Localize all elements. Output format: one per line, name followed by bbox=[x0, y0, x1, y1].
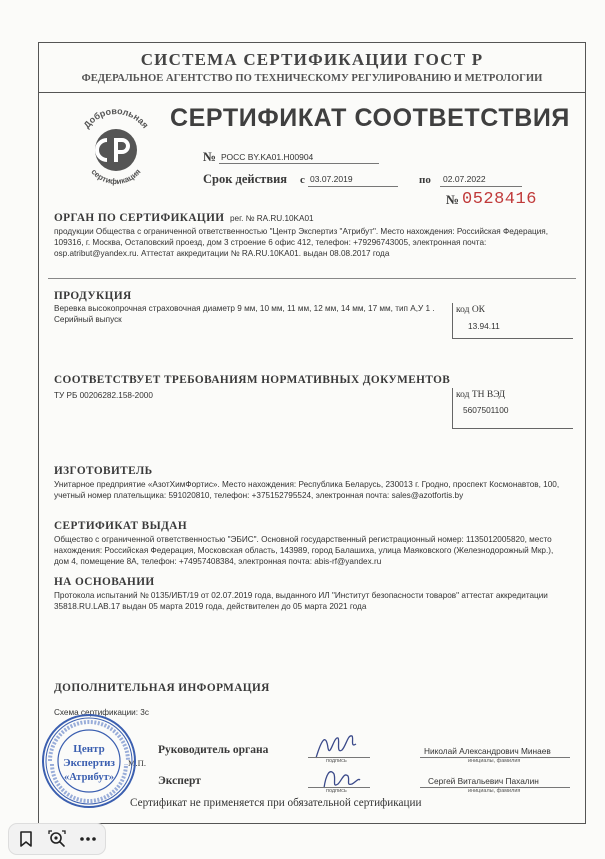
to-underline bbox=[440, 186, 522, 187]
logo-bottom-text: сертификация bbox=[89, 167, 143, 186]
agency-header: ФЕДЕРАЛЬНОЕ АГЕНТСТВО ПО ТЕХНИЧЕСКОМУ РЕГУЛИРОВАНИЮ И МЕТРОЛОГИИ bbox=[81, 73, 543, 84]
validity-to-date: 02.07.2022 bbox=[443, 174, 486, 184]
certificate-number: РОСС BY.KA01.H00904 bbox=[221, 152, 314, 162]
more-icon bbox=[79, 836, 97, 842]
head-sign-caption: подпись bbox=[326, 758, 347, 764]
manufacturer-text: Унитарное предприятие «АзотХимФортис». Место нахождения: Республика Беларусь, 230013 г. Гродно, проспект Космонавтов, 100, учетный номер плательщика: 591020810, телефон: +375152795524, электронная почта: sales@azotfortis.by bbox=[54, 480, 560, 501]
manufacturer-heading: ИЗГОТОВИТЕЛЬ bbox=[54, 465, 153, 477]
expert-sign-caption: подпись bbox=[326, 788, 347, 794]
basis-heading: НА ОСНОВАНИИ bbox=[54, 576, 155, 588]
logo-top-text: Добровольная bbox=[81, 108, 151, 131]
product-code: 13.94.11 bbox=[468, 321, 500, 331]
validity-label: Срок действия bbox=[203, 172, 288, 186]
serial-number: 0528416 bbox=[462, 190, 537, 209]
validity-from-date: 03.07.2019 bbox=[310, 174, 353, 184]
bookmark-button[interactable] bbox=[11, 824, 41, 854]
product-code-label: код ОК bbox=[456, 305, 486, 315]
serial-label: № bbox=[446, 192, 460, 207]
stamp-line-3: «Атрибут» bbox=[64, 772, 114, 783]
bookmark-icon bbox=[19, 831, 33, 847]
expert-name-caption: инициалы, фамилия bbox=[468, 788, 521, 794]
footer-note: Сертификат не применяется при обязательной сертификации bbox=[130, 797, 422, 809]
extra-heading: ДОПОЛНИТЕЛЬНАЯ ИНФОРМАЦИЯ bbox=[54, 682, 270, 694]
conformity-code-label: код ТН ВЭД bbox=[456, 390, 506, 400]
stamp-line-2: Экспертиз bbox=[63, 757, 115, 769]
product-heading: ПРОДУКЦИЯ bbox=[54, 290, 132, 302]
issued-heading: СЕРТИФИКАТ ВЫДАН bbox=[54, 520, 188, 532]
conformity-code: 5607501100 bbox=[463, 405, 509, 415]
lens-icon bbox=[48, 830, 66, 848]
head-label: Руководитель органа bbox=[158, 744, 269, 756]
issued-text: Общество с ограниченной ответственностью "ЭБИС". Основной государственный регистрационный номер: 1135012005820, место нахождения: Российская Федерация, Московская область, 143989, город Балашиха, улица Маяковского (Железнодорожный Мкр.), дом 4, помещение 8А, телефон: +74957408384, электронная почта: abis-rf@yandex.ru bbox=[54, 535, 554, 567]
validity-from-label: с bbox=[300, 174, 305, 186]
gost-r-logo bbox=[74, 108, 158, 186]
svg-text:Добровольная bbox=[82, 108, 151, 130]
organ-text: продукции Общества с ограниченной ответственностью "Центр Экспертиз "Атрибут". Место нахождения: Российская Федерация, 109316, г. Москва, Остаповский проезд, дом 3 строение 6 офис 412, телефон: +79296743005, электронная почта: osp.atribut@yandex.ru. Аттестат аккредитации № RA.RU.10KA01. выдан 08.08.2017 года bbox=[54, 227, 549, 259]
head-name-caption: инициалы, фамилия bbox=[468, 758, 521, 764]
organ-divider bbox=[48, 278, 576, 279]
conformity-text: ТУ РБ 00206282.158-2000 bbox=[54, 391, 153, 400]
expert-label: Эксперт bbox=[158, 775, 201, 787]
product-text: Веревка высокопрочная страховочная диаметр 9 мм, 10 мм, 11 мм, 12 мм, 14 мм, 17 мм, тип А,У 1 . Серийный выпуск bbox=[54, 304, 435, 325]
mp-label: М.П. bbox=[128, 758, 146, 768]
organ-stamp bbox=[40, 712, 138, 810]
organ-reg: рег. № RA.RU.10KA01 bbox=[230, 214, 314, 223]
expert-name: Сергей Витальевич Пахалин bbox=[428, 776, 539, 786]
certificate-title: СЕРТИФИКАТ СООТВЕТСТВИЯ bbox=[170, 104, 570, 132]
stamp-icon bbox=[40, 712, 138, 810]
number-underline bbox=[219, 163, 379, 164]
basis-text: Протокола испытаний № 0135/ИБТ/19 от 02.07.2019 года, выданного ИЛ "Институт безопасности товаров" аттестат аккредитации 35818.RU.LAB.17 выдан 05 марта 2019 года, действителен до 05 марта 2021 года bbox=[54, 591, 548, 612]
system-header: СИСТЕМА СЕРТИФИКАЦИИ ГОСТ Р bbox=[140, 50, 484, 69]
extra-text: Схема сертификации: 3с bbox=[54, 708, 149, 717]
validity-to-label: по bbox=[419, 174, 431, 186]
number-label: № bbox=[203, 149, 217, 164]
gost-r-logo-icon bbox=[74, 108, 158, 186]
lens-button[interactable] bbox=[42, 824, 72, 854]
viewer-toolbar bbox=[8, 823, 106, 855]
from-underline bbox=[308, 186, 398, 187]
stamp-line-1: Центр bbox=[73, 743, 105, 755]
header-divider bbox=[38, 92, 586, 93]
more-button[interactable] bbox=[73, 824, 103, 854]
head-name: Николай Александрович Минаев bbox=[424, 746, 551, 756]
conformity-heading: СООТВЕТСТВУЕТ ТРЕБОВАНИЯМ НОРМАТИВНЫХ ДОКУМЕНТОВ bbox=[54, 374, 451, 386]
organ-heading: ОРГАН ПО СЕРТИФИКАЦИИ bbox=[54, 212, 225, 224]
